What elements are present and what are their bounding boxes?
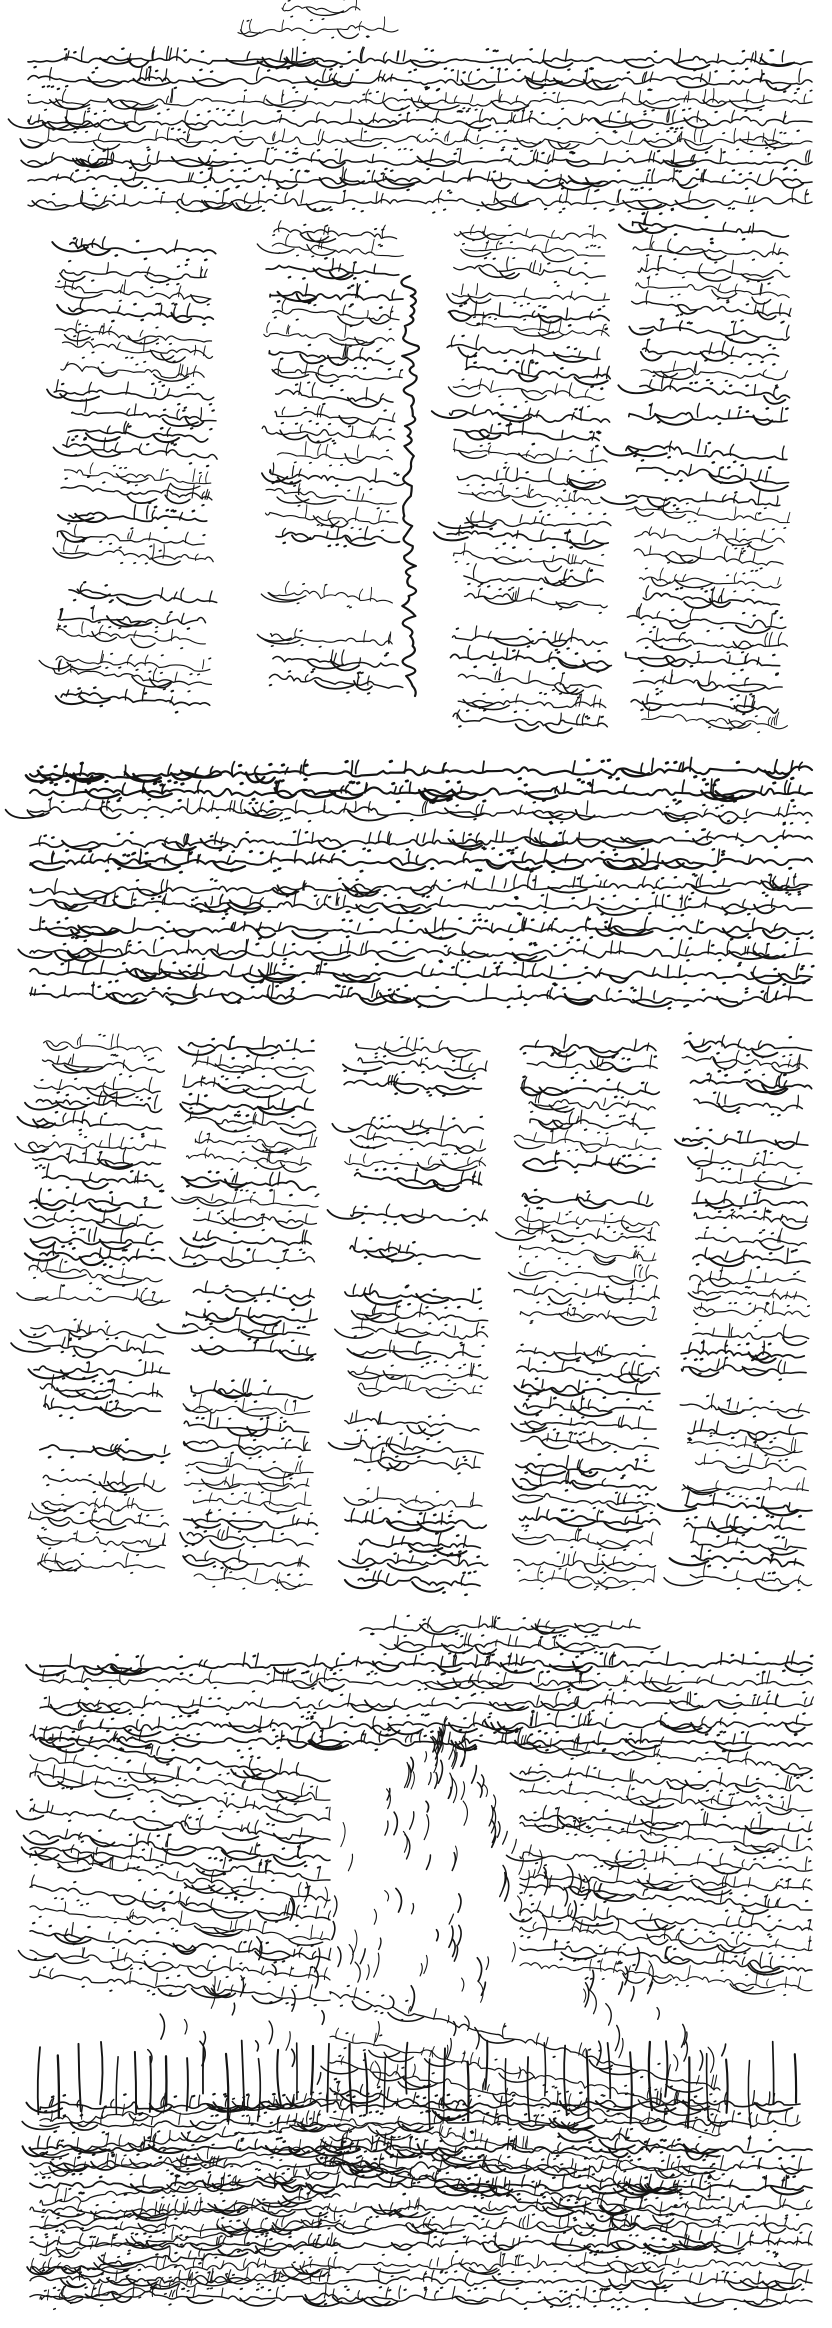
diagonal-verse-register-upper — [39, 212, 791, 733]
opening-prose-block — [9, 46, 813, 212]
five-column-verse-register — [11, 1033, 812, 1654]
dense-prose-block-middle — [6, 758, 814, 1009]
closing-prose-block — [23, 2135, 813, 2310]
invocation-heading — [238, 0, 398, 40]
